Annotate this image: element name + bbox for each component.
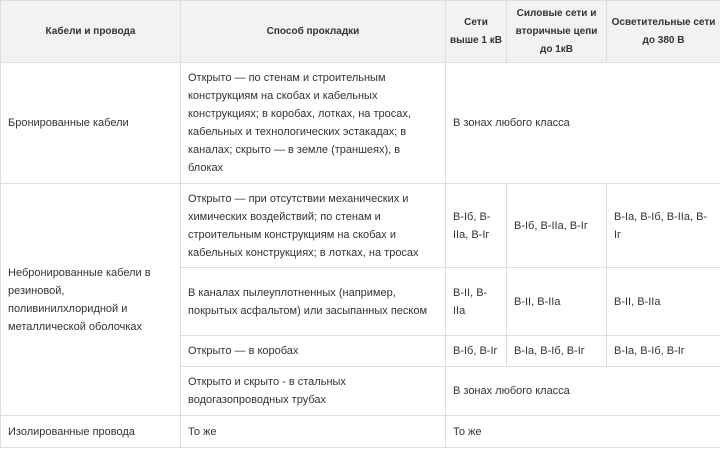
zones-hv-cell: В-II, В-IIа — [446, 268, 507, 336]
header-laying-method: Способ прокладки — [181, 1, 446, 63]
cable-type-cell: Бронированные кабели — [1, 63, 181, 184]
zones-lighting-cell: В-Iа, В-Iб, В-Iг — [607, 336, 720, 367]
header-cables-and-wires: Кабели и провода — [1, 1, 181, 63]
zones-lighting-cell: В-Iа, В-Iб, В-IIа, В-Iг — [607, 184, 720, 268]
zones-lighting-cell: В-II, В-IIа — [607, 268, 720, 336]
header-power-networks-up-to-1kv: Силовые сети и вторичные цепи до 1кВ — [507, 1, 607, 63]
table-header-row — [1, 1, 720, 63]
laying-method-cell: То же — [181, 416, 446, 448]
laying-method-cell: Открыто — в коробах — [181, 336, 446, 367]
cable-type-cell: Изолированные провода — [1, 416, 181, 448]
zones-cell: То же — [446, 416, 720, 448]
laying-method-cell: Открыто — по стенам и строительным конструкциям на скобах и кабельных конструкциях; в коробах, лотках, на тросах, кабельных и технологических эстакадах; в каналах; скрыто — в земле (траншеях), в блоках — [181, 63, 446, 184]
zones-power-cell: В-Iб, В-IIа, В-Iг — [507, 184, 607, 268]
header-lighting-networks-up-to-380v: Осветительные сети до 380 В — [607, 1, 720, 63]
table-row — [1, 416, 720, 448]
laying-method-cell: В каналах пылеуплотненных (например, покрытых асфальтом) или засыпанных песком — [181, 268, 446, 336]
zones-power-cell: В-II, В-IIа — [507, 268, 607, 336]
cable-type-cell: Небронированные кабели в резиновой, поливинилхлоридной и металлической оболочках — [1, 184, 181, 416]
table-row — [1, 63, 720, 184]
zones-hv-cell: В-Iб, В-IIа, В-Iг — [446, 184, 507, 268]
laying-method-cell: Открыто — при отсутствии механических и химических воздействий; по стенам и строительным конструкциям на скобах и кабельных конструкциях; в лотках, на тросах — [181, 184, 446, 268]
zones-cell: В зонах любого класса — [446, 63, 720, 184]
header-networks-above-1kv: Сети выше 1 кВ — [446, 1, 507, 63]
zones-power-cell: В-Iа, В-Iб, В-Iг — [507, 336, 607, 367]
zones-hv-cell: В-Iб, В-Iг — [446, 336, 507, 367]
table-row — [1, 184, 720, 268]
zones-cell: В зонах любого класса — [446, 367, 720, 416]
laying-method-cell: Открыто и скрыто - в стальных водогазопроводных трубах — [181, 367, 446, 416]
